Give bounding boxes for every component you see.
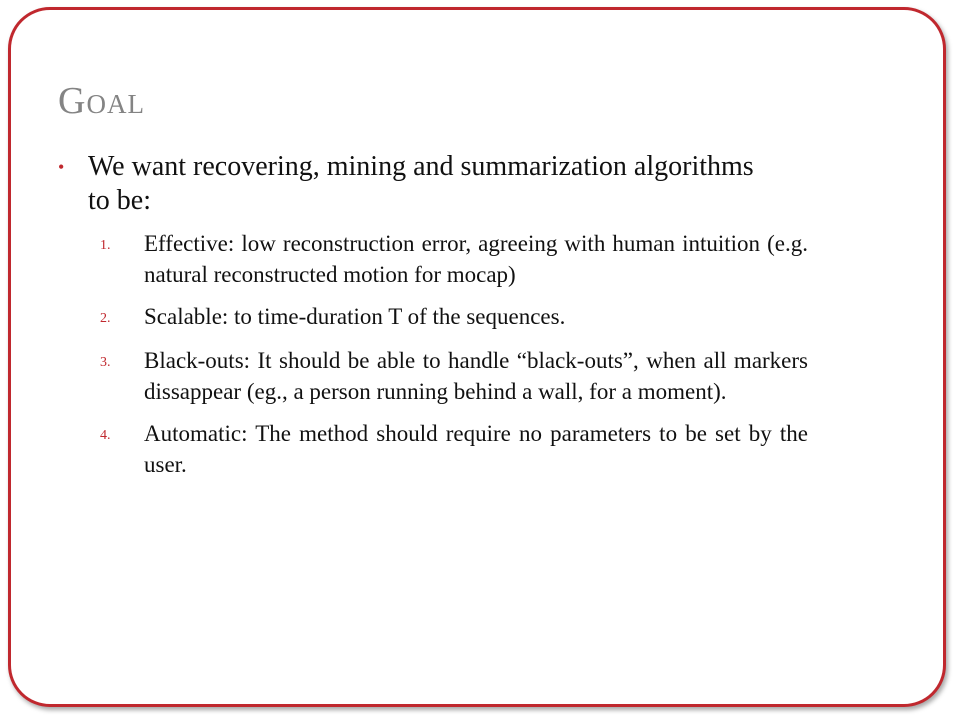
slide-title: Goal bbox=[58, 80, 145, 122]
list-item-number: 3. bbox=[100, 355, 111, 370]
main-bullet-text: We want recovering, mining and summarization algorithms to be: bbox=[88, 151, 754, 216]
list-item-text: Automatic: The method should require no parameters to be set by the user. bbox=[144, 421, 808, 477]
list-item-text: Scalable: to time-duration T of the sequences. bbox=[144, 304, 566, 329]
slide-content bbox=[56, 147, 816, 491]
bullet-dot-icon: • bbox=[58, 157, 65, 177]
list-item-number: 4. bbox=[100, 428, 111, 443]
list-item bbox=[56, 418, 816, 480]
main-bullet bbox=[56, 147, 816, 218]
list-item-text: Black-outs: It should be able to handle “black-outs”, when all markers dissappear (eg., a person running behind a wall, for a moment). bbox=[144, 348, 808, 404]
list-item bbox=[56, 345, 816, 407]
list-item-number: 1. bbox=[100, 238, 111, 253]
requirements-list bbox=[56, 228, 816, 480]
list-item bbox=[56, 301, 816, 334]
list-item-text: Effective: low reconstruction error, agreeing with human intuition (e.g. natural reconstructed motion for mocap) bbox=[144, 231, 808, 287]
list-item bbox=[56, 228, 816, 290]
list-item-number: 2. bbox=[100, 311, 111, 326]
